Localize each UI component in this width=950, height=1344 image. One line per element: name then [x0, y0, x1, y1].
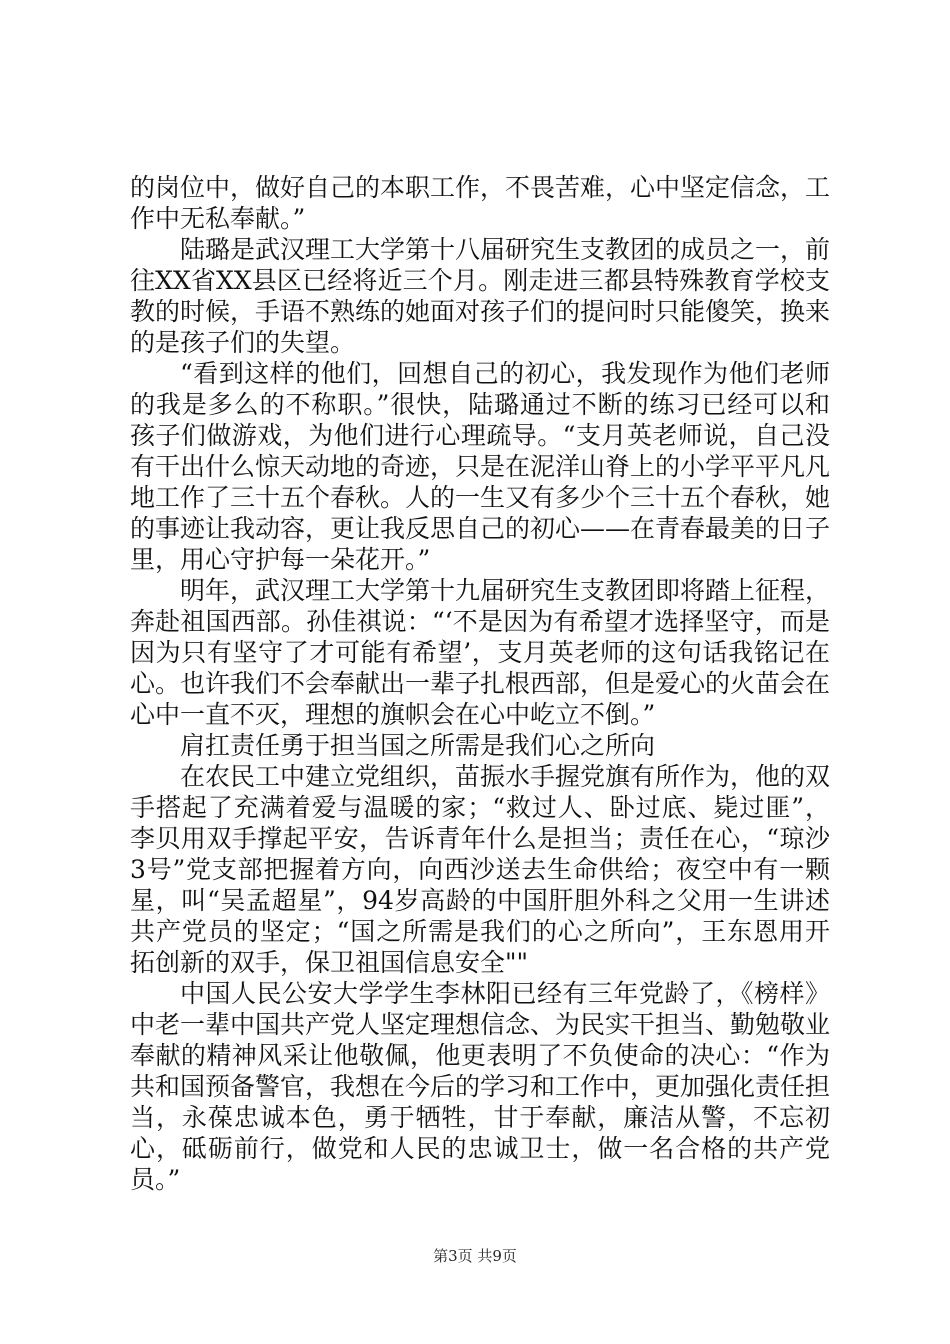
page-number-footer: 第3页 共9页 [433, 1247, 517, 1265]
section-heading: 肩扛责任勇于担当国之所需是我们心之所向 [180, 731, 656, 760]
document-body [130, 172, 830, 1195]
paragraph-4: 明年，武汉理工大学第十九届研究生支教团即将踏上征程，奔赴祖国西部。孙佳祺说：“‘不是因为有希望才选择坚守，而是因为只有坚守了才可能有希望’，支月英老师的这句话我铭记在心。也许我们不会奉献出一辈子扎根西部，但是爱心的火苗会在心中一直不灭，理想的旗帜会在心中屹立不倒。” [130, 576, 831, 729]
paragraph-6: 中国人民公安大学学生李林阳已经有三年党龄了，《榜样》中老一辈中国共产党人坚定理想信念、为民实干担当、勤勉敬业奉献的精神风采让他敬佩，他更表明了不负使命的决心：“作为共和国预备警官，我想在今后的学习和工作中，更加强化责任担当，永葆忠诚本色，勇于牺牲，甘于奉献，廉洁从警，不忘初心，砥砺前行，做党和人民的忠诚卫士，做一名合格的共产党员。” [130, 979, 831, 1194]
paragraph-3: “看到这样的他们，回想自己的初心，我发现作为他们老师的我是多么的不称职。”很快，陆璐通过不断的练习已经可以和孩子们做游戏，为他们进行心理疏导。“支月英老师说，自己没有干出什么惊天动地的奇迹，只是在泥洋山脊上的小学平平凡凡地工作了三十五个春秋。人的一生又有多少个三十五个春秋，她的事迹让我动容，更让我反思自己的初心——在青春最美的日子里，用心守护每一朵花开。” [130, 359, 831, 574]
paragraph-5: 在农民工中建立党组织，苗振水手握党旗有所作为，他的双手搭起了充满着爱与温暖的家；“救过人、卧过底、毙过匪”，李贝用双手撑起平安，告诉青年什么是担当；责任在心，“琼沙3号”党支部把握着方向，向西沙送去生命供给；夜空中有一颗星，叫“吴孟超星”，94岁高龄的中国肝胆外科之父用一生讲述共产党员的坚定；“国之所需是我们的心之所向”，王东恩用开拓创新的双手，保卫祖国信息安全"" [130, 762, 831, 977]
paragraph-2: 陆璐是武汉理工大学第十八届研究生支教团的成员之一，前往XX省XX县区已经将近三个月。刚走进三都县特殊教育学校支教的时候，手语不熟练的她面对孩子们的提问时只能傻笑，换来的是孩子们的失望。 [130, 235, 831, 357]
paragraph-1: 的岗位中，做好自己的本职工作，不畏苦难，心中坚定信念，工作中无私奉献。” [130, 173, 831, 233]
